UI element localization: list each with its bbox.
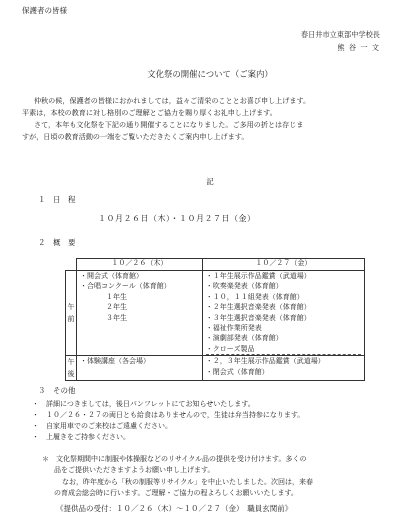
list-item: ・開会式（体育館）	[80, 272, 143, 280]
row-label-pm: 午 後	[66, 356, 77, 381]
receipt-footer: 《提供品の受付：１０／２６（木）〜１０／２７（金） 職員玄関前》	[56, 504, 293, 513]
list-item: ・２，３年生展示作品鑑賞（武道場）	[205, 357, 325, 366]
list-item: ・１年生展示作品鑑賞（武道場）	[205, 272, 311, 280]
list-item: ・福祉作業所発表	[205, 324, 262, 333]
overview-table	[65, 258, 365, 381]
note-line-2: 品をご提供いただきますようお願い申し上げます。	[54, 466, 215, 474]
list-item: ・ １０／２６・２７の両日とも給食はありませんので，生徒は弁当持参になります。	[32, 411, 305, 419]
list-item: ・演劇部発表（体育館）	[205, 334, 283, 343]
note-line-1: ＊ 文化祭期間中に制服や体操服などのリサイクル品の提供を受け付けます。多くの	[42, 455, 307, 463]
am-day2-cell	[202, 271, 364, 356]
intro-line-2: 平素は，本校の教育に対し格別のご理解とご協力を賜り厚くお礼申し上げます。	[22, 108, 277, 117]
intro-line-4: すが，日頃の教育活動の一端をご覧いただきたくご案内申し上げます。	[22, 132, 249, 141]
list-item: ・１０，１１組発表（体育館）	[205, 292, 304, 301]
list-item: ・ 詳細につきましては，後日パンフレットにてお知らせいたします。	[32, 400, 255, 408]
section-schedule-label: １ 日 程	[38, 195, 76, 204]
sender-school: 春日井市立東部中学校長	[300, 30, 380, 39]
document-title: 文化祭の開催について（ご案内）	[147, 69, 273, 79]
list-item: ・合唱コンクール（体育館）	[80, 282, 171, 291]
col-header-day2: １０／２７（金）	[202, 259, 364, 271]
list-item: ２年生	[106, 303, 127, 312]
sender-name: 熊 谷 一 文	[337, 43, 380, 52]
section-overview-label: ２ 概 要	[38, 238, 76, 247]
other-list	[32, 399, 304, 443]
list-item: １年生	[106, 292, 127, 301]
intro-line-3: さて，本年も文化祭を下記の通り開催することになりました。ご多用の折とは存じま	[34, 120, 304, 129]
row-label-am: 午 前	[66, 271, 77, 356]
section-other-label: ３ その他	[38, 386, 76, 395]
list-item: ・ 上履きをご持参ください。	[32, 433, 130, 441]
note-line-4: の育成会総会時に行います。ご理解・ご協力の程よろしくお願いいたします。	[54, 489, 298, 497]
ki-heading: 記	[206, 177, 214, 186]
pm-day2-cell	[202, 356, 364, 381]
list-item: ・ 自家用車でのご来校はご遠慮ください。	[32, 422, 172, 430]
list-item: ３年生	[106, 313, 127, 322]
pm-day1-cell	[77, 356, 203, 381]
am-day1-cell	[77, 271, 203, 356]
list-item: ・体験講座（各会場）	[80, 357, 150, 366]
list-item: ・閉会式（体育館）	[205, 367, 269, 376]
note-line-3: なお，昨年度から「秋の制服等リサイクル」を中止いたしました。次回は，来春	[62, 478, 314, 486]
col-header-day1: １０／２６（木）	[77, 259, 203, 271]
list-item: ・吹奏楽発表（体育館）	[205, 282, 283, 291]
list-item: ・クローズ製品	[206, 344, 361, 355]
addressee: 保護者の皆様	[22, 6, 67, 15]
schedule-dates: １０月２６日（木）・１０月２７日（金）	[98, 214, 256, 223]
list-item: ・３年生選択音楽発表（体育館）	[205, 313, 311, 322]
list-item: ・２年生選択音楽発表（体育館）	[205, 303, 311, 312]
intro-line-1: 仲秋の候，保護者の皆様におかれましては，益々ご清栄のこととお喜び申し上げます。	[34, 96, 311, 105]
